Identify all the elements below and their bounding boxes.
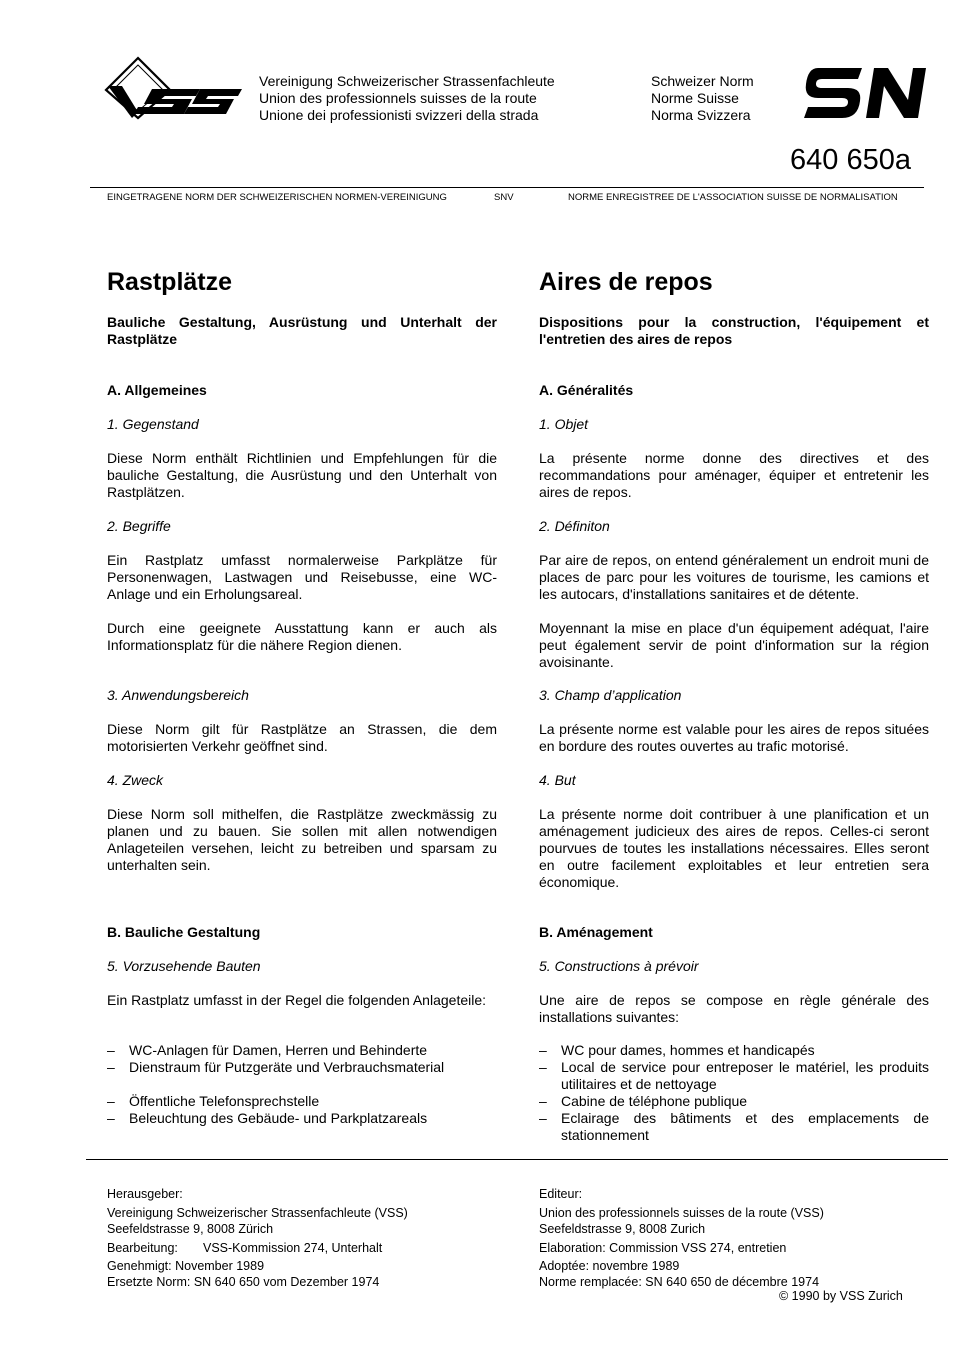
snv-strip-mid: SNV — [494, 192, 514, 203]
text-3-fr: La présente norme est valable pour les aires de repos situées en bordure des routes ouvertes au trafic motorisé. — [539, 721, 929, 754]
org-name-it: Unione dei professionisti svizzeri della strada — [259, 107, 539, 123]
snv-strip-de: EINGETRAGENE NORM DER SCHWEIZERISCHEN NORMEN-VEREINIGUNG — [107, 192, 447, 203]
title-de: Rastplätze — [107, 268, 233, 296]
publisher-address-de: Seefeldstrasse 9, 8008 Zürich — [107, 1222, 274, 1236]
replaced-de: Ersetzte Norm: SN 640 650 vom Dezember 1974 — [107, 1275, 380, 1289]
list-item: – Öffentliche Telefonsprechstelle — [107, 1093, 320, 1109]
snv-strip-fr: NORME ENREGISTREE DE L'ASSOCIATION SUISSE DE NORMALISATION — [568, 192, 898, 203]
heading-4-de: 4. Zweck — [107, 772, 164, 788]
text-5-fr: Une aire de repos se compose en règle générale des installations suivantes: — [539, 992, 929, 1025]
subtitle-fr: Dispositions pour la construction, l'équipement et l'entretien des aires de repos — [539, 314, 929, 347]
heading-3-fr: 3. Champ d’application — [539, 687, 682, 703]
heading-1-de: 1. Gegenstand — [107, 416, 199, 432]
list-item: – Beleuchtung des Gebäude- und Parkplatzareals — [107, 1110, 428, 1126]
text-2a-fr: Par aire de repos, on entend généralement un endroit muni de places de parc pour les voitures de tourisme, les camions et les autocars, d'installations sanitaires et de détente. — [539, 552, 929, 602]
norm-type-names — [651, 73, 754, 124]
text-2a-de: Ein Rastplatz umfasst normalerweise Parkplätze für Personenwagen, Lastwagen und Reisebusse, eine WC-Anlage und ein Erholungsareal. — [107, 552, 497, 602]
text-1-fr: La présente norme donne des directives et des recommandations pour aménager, équiper et entretenir les aires de repos. — [539, 450, 929, 500]
section-a-heading-fr: A. Généralités — [539, 382, 634, 398]
norm-type-de: Schweizer Norm — [651, 73, 754, 89]
text-1-de: Diese Norm enthält Richtlinien und Empfehlungen für die bauliche Gestaltung, die Ausrüstung und den Unterhalt von Rastplätzen. — [107, 450, 497, 500]
heading-3-de: 3. Anwendungsbereich — [107, 687, 249, 703]
vss-logo — [104, 56, 242, 120]
list-item: – Eclairage des bâtiments et des emplacements de stationnement — [539, 1110, 929, 1143]
text-2b-fr: Moyennant la mise en place d'un équipement adéquat, l'aire peut également servir de point d'information sur la région avoisinante. — [539, 620, 929, 670]
publisher-label-de: Herausgeber: — [107, 1187, 183, 1201]
text-4-fr: La présente norme doit contribuer à une planification et un aménagement judicieux des aires de repos. Celles-ci seront pourvues de toutes les installations nécessaires. Elles seront en outre facilement exploitables et leur entretien sera économique. — [539, 806, 929, 890]
heading-2-fr: 2. Définiton — [539, 518, 610, 534]
footer-rule — [86, 1159, 948, 1160]
processing-de — [107, 1240, 408, 1256]
list-item: – Cabine de téléphone publique — [539, 1093, 748, 1109]
list-item: – Local de service pour entreposer le matériel, les produits utilitaires et de nettoyage — [539, 1059, 929, 1092]
facility-list-fr — [539, 1042, 929, 1144]
list-item: – WC pour dames, hommes et handicapés — [539, 1042, 815, 1058]
publisher-name-de: Vereinigung Schweizerischer Strassenfachleute (VSS) — [107, 1206, 408, 1220]
header-rule — [90, 187, 924, 188]
document-number: 640 650a — [790, 144, 911, 176]
heading-5-de: 5. Vorzusehende Bauten — [107, 958, 261, 974]
processing-value-de: VSS-Kommission 274, Unterhalt — [203, 1241, 383, 1255]
facility-list-de-part1 — [107, 1042, 497, 1076]
section-b-heading-de: B. Bauliche Gestaltung — [107, 924, 261, 940]
approved-de: Genehmigt: November 1989 — [107, 1259, 265, 1273]
norm-type-fr: Norme Suisse — [651, 90, 739, 106]
replaced-fr: Norme remplacée: SN 640 650 de décembre 1974 — [539, 1275, 820, 1289]
elaboration-fr: Elaboration: Commission VSS 274, entretien — [539, 1241, 787, 1255]
text-2b-de: Durch eine geeignete Ausstattung kann er auch als Informationsplatz für die nähere Region dienen. — [107, 620, 497, 653]
list-item: – Dienstraum für Putzgeräte und Verbrauchsmaterial — [107, 1059, 445, 1075]
heading-1-fr: 1. Objet — [539, 416, 589, 432]
french-column — [539, 266, 929, 1156]
norm-type-it: Norma Svizzera — [651, 107, 751, 123]
heading-4-fr: 4. But — [539, 772, 576, 788]
section-a-heading-de: A. Allgemeines — [107, 382, 207, 398]
subtitle-de: Bauliche Gestaltung, Ausrüstung und Unterhalt der Rastplätze — [107, 314, 497, 347]
heading-5-fr: 5. Constructions à prévoir — [539, 958, 699, 974]
adopted-fr: Adoptée: novembre 1989 — [539, 1259, 680, 1273]
text-5-de: Ein Rastplatz umfasst in der Regel die folgenden Anlageteile: — [107, 992, 487, 1008]
text-3-de: Diese Norm gilt für Rastplätze an Strassen, die dem motorisierten Verkehr geöffnet sind. — [107, 721, 497, 754]
german-column — [107, 266, 497, 1156]
footer-fr — [539, 1186, 824, 1290]
sn-logo — [804, 68, 926, 118]
publisher-label-fr: Editeur: — [539, 1187, 583, 1201]
list-item: – WC-Anlagen für Damen, Herren und Behinderte — [107, 1042, 428, 1058]
section-b-heading-fr: B. Aménagement — [539, 924, 653, 940]
publisher-name-fr: Union des professionnels suisses de la route (VSS) — [539, 1206, 824, 1220]
organization-names — [259, 73, 555, 124]
org-name-fr: Union des professionnels suisses de la route — [259, 90, 537, 106]
text-4-de: Diese Norm soll mithelfen, die Rastplätze zweckmässig zu planen und zu bauen. Sie sollen mit allen notwendigen Anlageteilen versehen, leicht zu betreiben und sparsam zu unterhalten sein. — [107, 806, 497, 873]
org-name-de: Vereinigung Schweizerischer Strassenfachleute — [259, 73, 555, 89]
heading-2-de: 2. Begriffe — [107, 518, 171, 534]
title-fr: Aires de repos — [539, 268, 713, 296]
footer-de — [107, 1186, 408, 1290]
publisher-address-fr: Seefeldstrasse 9, 8008 Zurich — [539, 1222, 706, 1236]
facility-list-de-part2 — [107, 1093, 497, 1127]
processing-label-de: Bearbeitung: — [107, 1241, 178, 1255]
copyright: © 1990 by VSS Zurich — [779, 1289, 903, 1303]
